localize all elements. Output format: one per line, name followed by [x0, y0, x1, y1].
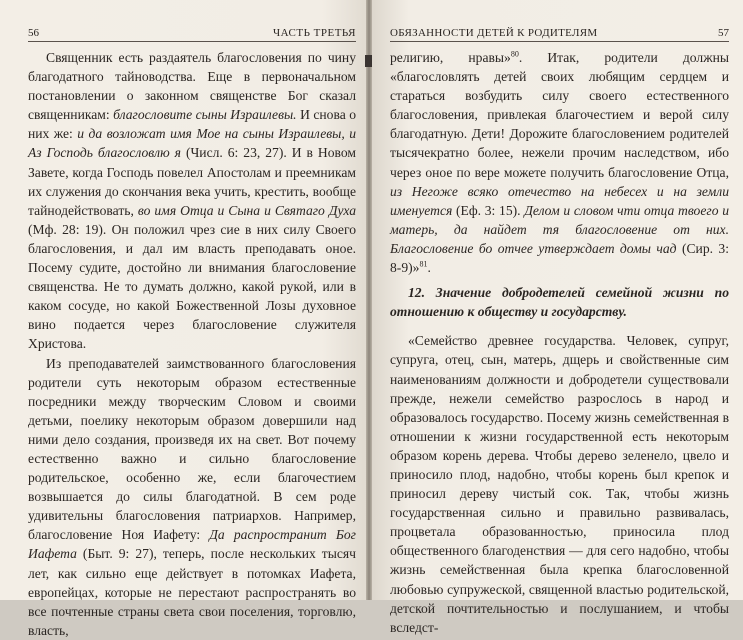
right-page-header	[390, 27, 729, 42]
italic-quote: во имя Отца и Сына и Святаго Духа	[137, 202, 356, 218]
text-run: (Еф. 3: 15).	[452, 202, 525, 218]
text-run: (Числ. 6: 23, 27). И в Новом Завете, когда Господь повелел Апостолам и преемникам их служения до скончания века учить, крестить, вообще тайнодействовать,	[28, 145, 356, 218]
left-running-title: ЧАСТЬ ТРЕТЬЯ	[272, 27, 356, 39]
text-run: . Итак, родители должны «благословлять детей своих любящим сердцем и стараться возбудить силу своего естественного благословения, привлекая благочестием и верой силу благодатную. Дети! Дорожите благословением родителей тысячекратно более, нежели прочим наследством, ибо через оное по вере можете получить благословение Отца,	[390, 50, 729, 180]
text-run: (Мф. 28: 19). Он положил чрез сие в них силу Своего благословения, и дал им власть преподавать оное. Посему судите, достойно ли внимания благословение священства. Не то думать должно, какой рукой, или в каком сосуде, но какой Божественной Лозы духовное вино подается через благословение служителя Христова.	[28, 221, 356, 352]
left-page-header	[28, 27, 356, 42]
footnote-ref: 80	[510, 49, 519, 59]
left-page-number: 56	[28, 27, 39, 39]
right-paragraph-1	[390, 48, 729, 277]
italic-quote: из Негоже всяко отечество на небесех и на земли именуется	[390, 183, 729, 218]
text-run: И снова о них же:	[28, 107, 357, 142]
left-paragraph-1	[28, 48, 356, 354]
section-heading: 12. Значение добродетелей семейной жизни по отношению к обществу и государству.	[390, 285, 729, 320]
text-run: (Сир. 3: 8-9)»	[390, 240, 730, 276]
text-run: религию, нравы»	[390, 50, 511, 65]
text-run: .	[427, 260, 431, 276]
right-running-title: ОБЯЗАННОСТИ ДЕТЕЙ К РОДИТЕЛЯМ	[390, 27, 598, 39]
left-page-body	[28, 48, 356, 640]
footnote-ref: 81	[419, 259, 428, 269]
text-run: Из преподавателей заимствованного благословения родители суть некоторым образом естественные посредники между творческим Словом и своими детьми, поелику некоторым образом довершили над ними дело создания, произведя их на свет. Вот почему естественно важно и сильно благословение родительское, особенно же, если благочестием возвышается до силы благодатной. В сем роде удивительны благословения патриархов. Например, благословение Ноя Иафету:	[28, 355, 356, 543]
italic-quote: и да возложат имя Мое на сыны Израилевы, и Аз Господь благословлю я	[28, 126, 356, 161]
italic-quote: благословите сыны Израилевы.	[113, 107, 297, 123]
right-page-body	[390, 48, 729, 637]
right-paragraph-2: «Семейство древнее государства. Человек, супруг, супруга, отец, сын, матерь, дщерь и свойственные сим наименованиям должности и добродетели существовали прежде, нежели семейство разрослось в народ и образовалось государство. Посему жизнь семейственная в отношении к жизни государственной есть некоторым образом корень дерева. Чтобы дерево зеленело, цвело и приносило плод, надобно, чтобы корень был крепок и приносил дереву чистый сок. Так, чтобы жизнь государственная сильно и правильно развивалась, процветала образованностью, приносила плод общественного благоденствия — для сего надобно, чтобы жизнь семейственная была крепка благословенной любовью супружеской, священной властью родительской, детской почтительностью и послушанием, и чтобы вследст-	[390, 333, 729, 635]
right-page	[372, 0, 743, 635]
italic-quote: Да распространит Бог Иафета	[28, 527, 356, 562]
right-page-number: 57	[718, 27, 729, 39]
left-page	[0, 0, 366, 638]
italic-quote: Делом и словом чти отца твоего и матерь, да найдет тя благословение от них. Благословение бо отчее утверждает домы чад	[390, 202, 729, 256]
text-run: (Быт. 9: 27), теперь, после нескольких тысяч лет, как сильно еще действует в потомках Иафета, европейцах, которые не перестают распространять во все почтенные страны света свои поселения, торговлю, власть,	[28, 546, 356, 638]
text-run: Священник есть раздаятель благословения по чину благодатного тайноводства. Еще в первоначальном постановлении о законном священстве Бог сказал священникам:	[28, 50, 356, 123]
left-paragraph-2	[28, 354, 356, 640]
